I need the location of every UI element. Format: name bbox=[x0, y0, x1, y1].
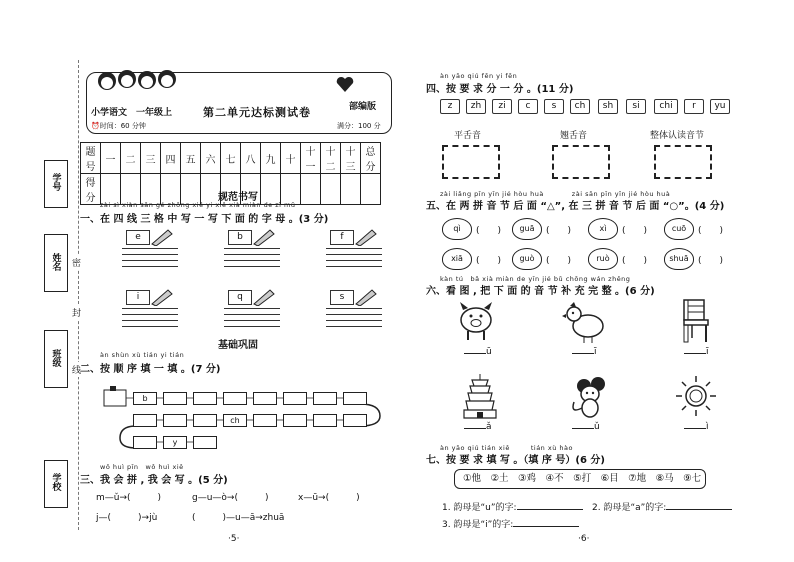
answer-box-flat[interactable] bbox=[442, 145, 500, 179]
section-basics: 基础巩固 bbox=[218, 340, 258, 351]
answer-paren[interactable]: ( ) bbox=[476, 226, 502, 236]
blank-pig[interactable] bbox=[464, 347, 492, 357]
letter-b: b bbox=[228, 230, 252, 245]
writing-lines[interactable] bbox=[326, 248, 382, 268]
q1-title: 一、在 四 线 三 格 中 写 一 写 下 面 的 字 母 。(3 分) bbox=[80, 214, 329, 225]
letter-f: f bbox=[330, 230, 354, 245]
train-car[interactable] bbox=[253, 392, 277, 405]
train-car[interactable] bbox=[313, 392, 337, 405]
name-label: 姓名 bbox=[50, 253, 61, 271]
student-id-label: 学号 bbox=[50, 173, 61, 191]
syllable-card[interactable]: s bbox=[544, 99, 564, 114]
answer-paren[interactable]: ( ) bbox=[546, 226, 572, 236]
score-cell: 四 bbox=[161, 143, 181, 174]
train-car[interactable] bbox=[163, 392, 187, 405]
group-label-whole: 整体认读音节 bbox=[650, 131, 705, 141]
train-car[interactable]: b bbox=[133, 392, 157, 405]
syllable-card[interactable]: zi bbox=[492, 99, 512, 114]
q3-item[interactable]: m—ǔ→( ) bbox=[96, 493, 162, 503]
full-score-label: 满分：100 分 bbox=[337, 122, 381, 130]
answer-paren[interactable]: ( ) bbox=[698, 256, 724, 266]
q2-title: 二、按 顺 序 填 一 填 。(7 分) bbox=[80, 364, 221, 375]
score-cell: 十一 bbox=[301, 143, 321, 174]
q6-pinyin: kàn tú bǎ xià miàn de yīn jié bǔ chōng wán zhěng bbox=[440, 275, 631, 283]
group-label-retroflex: 翘舌音 bbox=[560, 131, 588, 141]
score-cell: 十 bbox=[281, 143, 301, 174]
final-pig: ū bbox=[486, 347, 492, 357]
q2-pinyin: àn shùn xù tián yi tián bbox=[100, 351, 185, 359]
q7-line-3-label: 3. 韵母是“i”的字: bbox=[442, 520, 514, 530]
score-cell: 九 bbox=[261, 143, 281, 174]
train-car[interactable] bbox=[193, 414, 217, 427]
score-cell: 十二 bbox=[321, 143, 341, 174]
blank-mouse[interactable] bbox=[572, 422, 600, 432]
chicken-icon bbox=[560, 298, 608, 344]
syllable-card[interactable]: ch bbox=[570, 99, 590, 114]
score-input[interactable] bbox=[301, 174, 321, 205]
score-cell: 三 bbox=[141, 143, 161, 174]
apple-syllable: guò bbox=[512, 248, 542, 270]
score-input[interactable] bbox=[181, 174, 201, 205]
pencil-icon bbox=[150, 226, 174, 246]
class-label: 班级 bbox=[50, 349, 61, 367]
train-car[interactable] bbox=[133, 414, 157, 427]
word-bank: ①他 ②土 ③鸡 ④不 ⑤打 ⑥目 ⑦地 ⑧马 ⑨七 bbox=[454, 469, 706, 489]
apple-syllable: ruò bbox=[588, 248, 618, 270]
syllable-card[interactable]: c bbox=[518, 99, 538, 114]
seal-line bbox=[78, 60, 79, 530]
q3-title: 三、我 会 拼 , 我 会 写 。(5 分) bbox=[80, 475, 228, 486]
apple-syllable: qì bbox=[442, 218, 472, 240]
score-input[interactable] bbox=[101, 174, 121, 205]
time-row bbox=[91, 121, 146, 131]
q7-line-2[interactable] bbox=[592, 500, 732, 513]
q5-pinyin: zài liǎng pīn yīn jié hòu huà zài sān pīn yīn jié hòu huà bbox=[440, 190, 671, 198]
score-input[interactable] bbox=[361, 174, 381, 205]
exam-header bbox=[86, 72, 392, 134]
train-car[interactable] bbox=[343, 414, 367, 427]
page-number-left: ·5· bbox=[228, 534, 240, 544]
school-label: 学校 bbox=[50, 473, 61, 491]
blank-tower[interactable] bbox=[464, 422, 492, 432]
score-cell: 十三 bbox=[341, 143, 361, 174]
syllable-card[interactable]: si bbox=[626, 99, 646, 114]
answer-paren[interactable]: ( ) bbox=[622, 226, 648, 236]
train-car[interactable] bbox=[163, 414, 187, 427]
score-input[interactable] bbox=[341, 174, 361, 205]
q5-title: 五、在 两 拼 音 节 后 面 “△”, 在 三 拼 音 节 后 面 “○”。(4 分) bbox=[426, 201, 725, 212]
q7-line-3[interactable] bbox=[442, 517, 579, 530]
school-box bbox=[44, 460, 68, 508]
seal-char-feng: 封 bbox=[72, 305, 81, 320]
score-cell: 总分 bbox=[361, 143, 381, 174]
pig-icon bbox=[452, 298, 500, 344]
name-box bbox=[44, 234, 68, 292]
q7-line-1-label: 1. 韵母是“u”的字: bbox=[442, 503, 517, 513]
score-input[interactable] bbox=[161, 174, 181, 205]
answer-box-retroflex[interactable] bbox=[552, 145, 610, 179]
letter-i: i bbox=[126, 290, 150, 305]
answer-paren[interactable]: ( ) bbox=[476, 256, 502, 266]
class-box bbox=[44, 330, 68, 388]
score-cell: 六 bbox=[201, 143, 221, 174]
pencil-icon bbox=[354, 286, 378, 306]
score-cell: 五 bbox=[181, 143, 201, 174]
group-label-flat: 平舌音 bbox=[454, 131, 482, 141]
final-chicken: ī bbox=[594, 347, 597, 357]
train-car[interactable]: ch bbox=[223, 414, 247, 427]
pencil-icon bbox=[354, 226, 378, 246]
q7-line-2-label: 2. 韵母是“a”的字: bbox=[592, 503, 667, 513]
q3-pinyin: wǒ huì pīn wǒ huì xiě bbox=[100, 463, 184, 471]
syllable-card[interactable]: zh bbox=[466, 99, 486, 114]
letter-e: e bbox=[126, 230, 150, 245]
blank-sun[interactable] bbox=[684, 422, 709, 432]
q3-item[interactable]: ( )—u—ā→zhuā bbox=[192, 513, 285, 523]
syllable-card[interactable]: yu bbox=[710, 99, 730, 114]
writing-lines[interactable] bbox=[122, 308, 178, 328]
score-input[interactable] bbox=[261, 174, 281, 205]
children-illustration bbox=[97, 67, 185, 93]
sun-icon bbox=[672, 374, 720, 420]
mouse-icon bbox=[566, 374, 614, 420]
syllable-card[interactable]: z bbox=[440, 99, 460, 114]
final-sun: ì bbox=[706, 422, 709, 432]
answer-paren[interactable]: ( ) bbox=[622, 256, 648, 266]
time-label: 时间：60 分钟 bbox=[99, 122, 146, 130]
train-car[interactable] bbox=[193, 392, 217, 405]
q7-pinyin: àn yāo qiú tián xiě tián xù hào bbox=[440, 444, 573, 452]
seal-char-xian: 线 bbox=[72, 362, 81, 377]
answer-box-whole[interactable] bbox=[654, 145, 712, 179]
pencil-icon bbox=[252, 286, 276, 306]
score-cell: 八 bbox=[241, 143, 261, 174]
blank-chair[interactable] bbox=[684, 347, 709, 357]
apple-syllable: xì bbox=[588, 218, 618, 240]
q7-title: 七、按 要 求 填 写 。（填 序 号）(6 分) bbox=[426, 455, 605, 466]
train-car[interactable] bbox=[193, 436, 217, 449]
apple-syllable: guā bbox=[512, 218, 542, 240]
syllable-card[interactable]: r bbox=[684, 99, 704, 114]
final-chair: ī bbox=[706, 347, 709, 357]
score-input[interactable] bbox=[281, 174, 301, 205]
score-cell: 一 bbox=[101, 143, 121, 174]
seal-char-mi: 密 bbox=[72, 255, 81, 270]
train-car[interactable] bbox=[283, 392, 307, 405]
score-input[interactable] bbox=[321, 174, 341, 205]
q4-title: 四、按 要 求 分 一 分 。(11 分) bbox=[426, 84, 574, 95]
train-car[interactable] bbox=[313, 414, 337, 427]
train-car[interactable] bbox=[343, 392, 367, 405]
heart-icon bbox=[335, 75, 355, 93]
train-car[interactable]: y bbox=[163, 436, 187, 449]
score-cell: 题号 bbox=[81, 143, 101, 174]
train-car[interactable] bbox=[133, 436, 157, 449]
chair-icon bbox=[672, 298, 720, 344]
page-number-right: ·6· bbox=[578, 534, 590, 544]
apple-syllable: cuō bbox=[664, 218, 694, 240]
letter-s: s bbox=[330, 290, 354, 305]
blank-chicken[interactable] bbox=[572, 347, 597, 357]
train-car[interactable] bbox=[253, 414, 277, 427]
pencil-icon bbox=[252, 226, 276, 246]
syllable-card[interactable]: sh bbox=[598, 99, 618, 114]
answer-paren[interactable]: ( ) bbox=[698, 226, 724, 236]
q1-pinyin: zài sì xiàn sān gé zhōng xiě yi xiě xià miàn de zì mǔ bbox=[100, 201, 296, 209]
clock-icon: ⏰ bbox=[91, 122, 100, 130]
train-car[interactable] bbox=[283, 414, 307, 427]
score-cell: 二 bbox=[121, 143, 141, 174]
writing-lines[interactable] bbox=[224, 248, 280, 268]
tower-icon bbox=[456, 374, 504, 420]
edition-label: 部编版 bbox=[349, 102, 377, 112]
pencil-icon bbox=[150, 286, 174, 306]
q6-title: 六、看 图 , 把 下 面 的 音 节 补 充 完 整 。(6 分) bbox=[426, 286, 655, 297]
q3-item[interactable]: g—u—ò→( ) bbox=[192, 493, 269, 503]
letter-q: q bbox=[228, 290, 252, 305]
score-input[interactable] bbox=[121, 174, 141, 205]
answer-paren[interactable]: ( ) bbox=[546, 256, 572, 266]
final-mouse: ǔ bbox=[594, 422, 600, 432]
syllable-card[interactable]: chi bbox=[654, 99, 678, 114]
score-header-row bbox=[81, 143, 381, 174]
section-handwriting: 规范书写 bbox=[218, 192, 258, 203]
score-cell: 得分 bbox=[81, 174, 101, 205]
q3-item[interactable]: x—ū→( ) bbox=[298, 493, 360, 503]
q7-line-1[interactable] bbox=[442, 500, 583, 513]
q4-pinyin: àn yāo qiú fēn yi fēn bbox=[440, 72, 518, 80]
apple-syllable: xiā bbox=[442, 248, 472, 270]
writing-lines[interactable] bbox=[326, 308, 382, 328]
score-input[interactable] bbox=[141, 174, 161, 205]
exam-title: 第二单元达标测试卷 bbox=[203, 106, 311, 119]
subject-label: 小学语文 一年级上 bbox=[91, 108, 173, 118]
final-tower: ǎ bbox=[486, 422, 492, 432]
score-cell: 七 bbox=[221, 143, 241, 174]
apple-syllable: shuā bbox=[664, 248, 694, 270]
q3-item[interactable]: j—( )→jù bbox=[96, 513, 158, 523]
writing-lines[interactable] bbox=[122, 248, 178, 268]
train-car[interactable] bbox=[223, 392, 247, 405]
student-id-box bbox=[44, 160, 68, 208]
writing-lines[interactable] bbox=[224, 308, 280, 328]
